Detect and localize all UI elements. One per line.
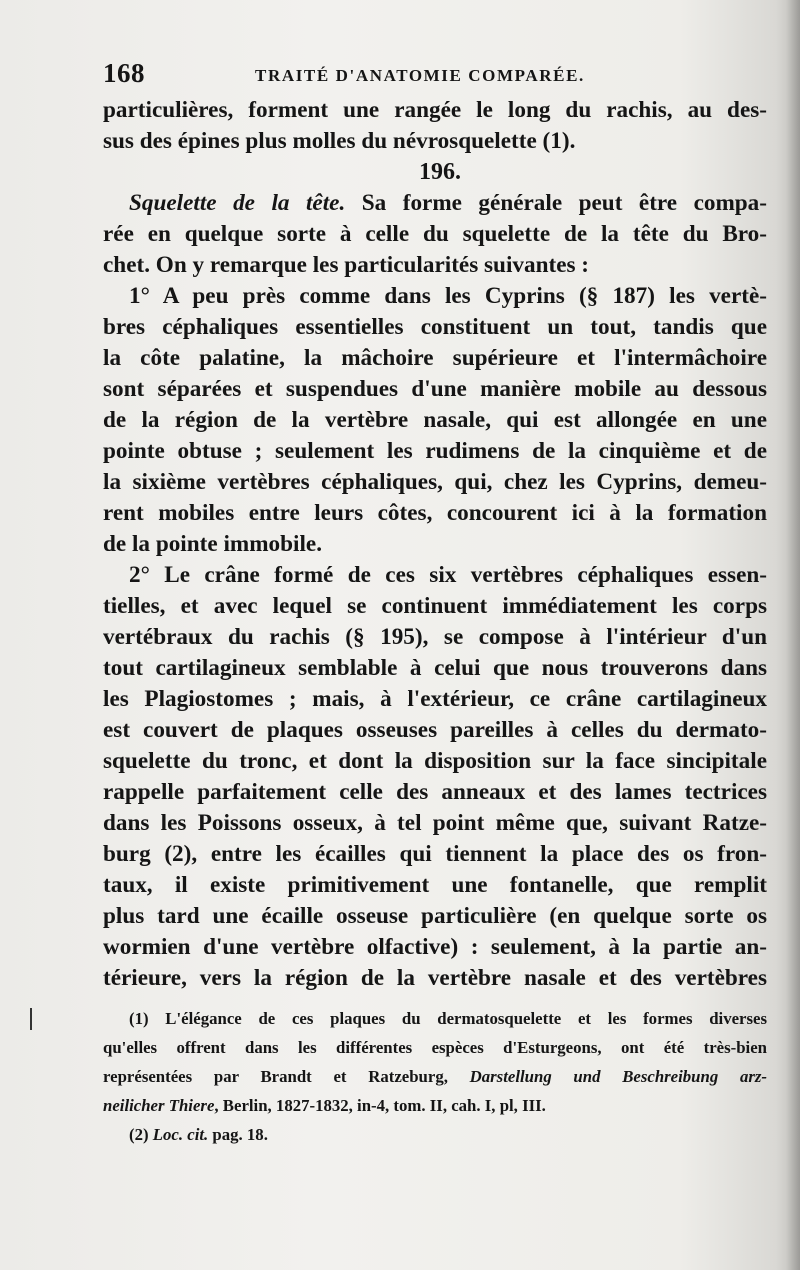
section-first-line-rest: Sa forme générale peut être compa- — [345, 190, 767, 216]
section-number: 196. — [419, 159, 461, 185]
paragraph-2-line: tielles, et avec lequel se continuent immédiatement les corps — [103, 593, 767, 619]
text-line: particulières, forment une rangée le long du rachis, au des- — [103, 97, 767, 123]
paragraph-2-line: térieure, vers la région de la vertèbre nasale et des vertèbres — [103, 965, 767, 991]
footnote-1-line: qu'elles offrent dans les différentes espèces d'Esturgeons, ont été très-bien — [103, 1038, 767, 1057]
paragraph-1-line: la côte palatine, la mâchoire supérieure et l'intermâchoire — [103, 345, 767, 371]
paragraph-1-line: sont séparées et suspendues d'une manière mobile au dessous — [103, 376, 767, 402]
paragraph-2-line: burg (2), entre les écailles qui tiennent la place des os fron- — [103, 841, 767, 867]
footnote-1-citation: , Berlin, 1827-1832, in-4, tom. II, cah. I, pl, III. — [214, 1096, 546, 1115]
paragraph-2-line: taux, il existe primitivement une fontanelle, que remplit — [103, 872, 767, 898]
footnote-2-loc-cit: Loc. cit. — [152, 1125, 209, 1144]
text-line: sus des épines plus molles du névrosquelette (1). — [103, 128, 576, 154]
section-title: Squelette de la tête. — [129, 190, 346, 216]
footnote-1-line — [103, 1062, 767, 1091]
footnote-1-line — [103, 1091, 767, 1120]
paragraph-2-line: tout cartilagineux semblable à celui que nous trouverons dans — [103, 655, 767, 681]
paragraph-2-line: vertébraux du rachis (§ 195), se compose à l'intérieur d'un — [103, 624, 767, 650]
paragraph-2-line: wormien d'une vertèbre olfactive) : seulement, à la partie an- — [103, 934, 767, 960]
margin-mark — [30, 1008, 32, 1030]
section-first-line — [103, 188, 767, 219]
paragraph-1-line: la sixième vertèbres céphaliques, qui, chez les Cyprins, demeu- — [103, 469, 767, 495]
paragraph-2-line: rappelle parfaitement celle des anneaux et des lames tectrices — [103, 779, 767, 805]
text-line: chet. On y remarque les particularités suivantes : — [103, 252, 590, 278]
paragraph-2-line: dans les Poissons osseux, à tel point même que, suivant Ratze- — [103, 810, 767, 836]
paragraph-2-line: est couvert de plaques osseuses pareilles à celles du dermato- — [103, 717, 767, 743]
paragraph-2-line: squelette du tronc, et dont la disposition sur la face sincipitale — [103, 748, 767, 774]
paragraph-1-line: de la région de la vertèbre nasale, qui est allongée en une — [103, 407, 767, 433]
footnote-1-book-title-end: neilicher Thiere — [103, 1096, 215, 1115]
page-edge-shadow — [786, 0, 800, 1270]
paragraph-1-line: de la pointe immobile. — [103, 531, 322, 557]
footnote-2-marker: (2) — [129, 1125, 153, 1144]
paragraph-1-line: pointe obtuse ; seulement les rudimens de la cinquième et de — [103, 438, 767, 464]
page-header — [103, 58, 783, 94]
footnote-1-book-title: Darstellung und Beschreibung arz- — [469, 1067, 767, 1086]
paragraph-1-line: 1° A peu près comme dans les Cyprins (§ 187) les vertè- — [129, 283, 767, 309]
paragraph-1-line: rent mobiles entre leurs côtes, concourent ici à la formation — [103, 500, 767, 526]
footnote-2-line — [103, 1120, 767, 1149]
body-text — [103, 95, 767, 994]
paragraph-2-line: les Plagiostomes ; mais, à l'extérieur, ce crâne cartilagineux — [103, 686, 767, 712]
paragraph-2-line: 2° Le crâne formé de ces six vertèbres céphaliques essen- — [129, 562, 767, 588]
text-line: rée en quelque sorte à celle du squelette de la tête du Bro- — [103, 221, 767, 247]
footnote-1-line: (1) L'élégance de ces plaques du dermatosquelette et les formes diverses — [129, 1009, 767, 1028]
running-title: TRAITÉ D'ANATOMIE COMPARÉE. — [255, 66, 585, 85]
footnotes — [103, 1004, 767, 1149]
footnote-2-page: pag. 18. — [208, 1125, 268, 1144]
footnote-1-text: représentées par Brandt et Ratzeburg, — [103, 1067, 470, 1086]
paragraph-2-line: plus tard une écaille osseuse particulière (en quelque sorte os — [103, 903, 767, 929]
page-number: 168 — [103, 58, 145, 88]
paragraph-1-line: bres céphaliques essentielles constituent un tout, tandis que — [103, 314, 767, 340]
